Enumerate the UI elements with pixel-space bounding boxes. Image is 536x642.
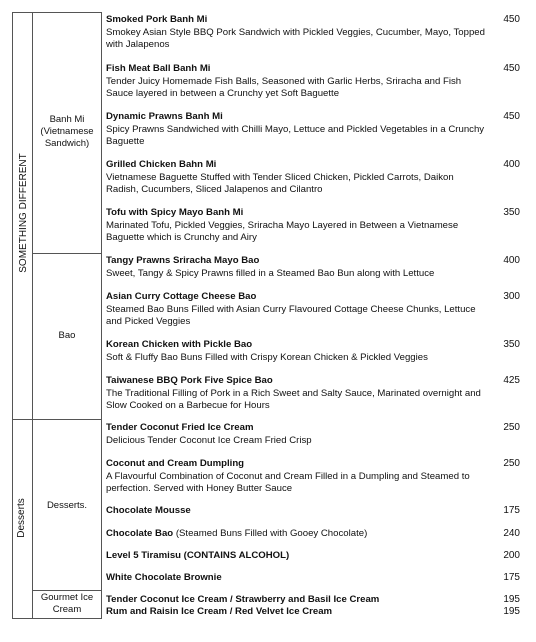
item-description: Tender Juicy Homemade Fish Balls, Seasoned with Garlic Herbs, Sriracha and Fish Sauce layered in between a Crunchy yet Soft Baguette: [106, 75, 462, 100]
menu-item: [106, 422, 486, 447]
menu-item: [106, 572, 486, 585]
item-description: Marinated Tofu, Pickled Veggies, Sriracha Mayo Layered in Between a Vietnamese Baguette which is Crunchy and Airy: [106, 219, 459, 244]
item-name: Korean Chicken with Pickle Bao: [106, 339, 253, 350]
menu-item: [106, 159, 486, 197]
item-description: Delicious Tender Coconut Ice Cream Fried Crisp: [106, 434, 312, 446]
item-description: Soft & Fluffy Bao Buns Filled with Crispy Korean Chicken & Pickled Veggies: [106, 351, 428, 363]
menu-item: [106, 255, 486, 280]
item-name: Rum and Raisin Ice Cream / Red Velvet Ice Cream: [106, 606, 333, 617]
item-name: Level 5 Tiramisu (CONTAINS ALCOHOL): [106, 550, 290, 561]
item-price: 400: [503, 255, 520, 266]
menu-item: [106, 594, 486, 607]
item-price: 350: [503, 207, 520, 218]
item-name: Grilled Chicken Bahn Mi: [106, 159, 217, 170]
menu-item: [106, 111, 486, 149]
menu-item: [106, 291, 486, 329]
section-divider: [12, 419, 102, 420]
group-label: Gourmet Ice Cream: [40, 592, 94, 615]
item-description: Smokey Asian Style BBQ Pork Sandwich with Pickled Veggies, Cucumber, Mayo, Topped with Jalapenos: [106, 26, 485, 51]
item-name: Taiwanese BBQ Pork Five Spice Bao: [106, 375, 273, 386]
item-price: 450: [503, 111, 520, 122]
item-name: White Chocolate Brownie: [106, 572, 222, 583]
item-name: Chocolate Bao: [106, 528, 174, 539]
item-price: 175: [503, 505, 520, 516]
menu-item: [106, 207, 486, 245]
item-price: 195: [503, 606, 520, 617]
item-name: Tangy Prawns Sriracha Mayo Bao: [106, 255, 260, 266]
menu-item: [106, 528, 486, 541]
item-name: Tofu with Spicy Mayo Banh Mi: [106, 207, 244, 218]
item-name: Asian Curry Cottage Cheese Bao: [106, 291, 257, 302]
item-description: The Traditional Filling of Pork in a Rich Sweet and Salty Sauce, Marinated overnight and Slow Cooked on a Barbecue for Hours: [106, 387, 481, 412]
menu-item: [106, 375, 486, 413]
section-label: Desserts: [16, 498, 27, 538]
menu-item: [106, 550, 486, 563]
item-name: Chocolate Mousse: [106, 505, 191, 516]
item-price: 195: [503, 594, 520, 605]
group-label: Desserts.: [46, 500, 88, 511]
menu-item: [106, 14, 486, 52]
item-price: 425: [503, 375, 520, 386]
item-description: Sweet, Tangy & Spicy Prawns filled in a Steamed Bao Bun along with Lettuce: [106, 267, 435, 279]
item-price: 175: [503, 572, 520, 583]
item-name: Dynamic Prawns Banh Mi: [106, 111, 223, 122]
item-description: A Flavourful Combination of Coconut and Cream Filled in a Dumpling and Steamed to perfection. Served with Honey Butter Sauce: [106, 470, 470, 495]
item-description: Steamed Bao Buns Filled with Asian Curry Flavoured Cottage Cheese Chunks, Lettuce and Picked Veggies: [106, 303, 476, 328]
item-name: Smoked Pork Banh Mi: [106, 14, 208, 25]
menu-item: [106, 63, 486, 101]
item-price: 350: [503, 339, 520, 350]
menu-item: [106, 505, 486, 518]
item-name: Fish Meat Ball Banh Mi: [106, 63, 211, 74]
section-label: SOMETHING DIFFERENT: [18, 153, 29, 273]
item-price: 450: [503, 14, 520, 25]
item-name: Tender Coconut Fried Ice Cream: [106, 422, 254, 433]
item-description: Spicy Prawns Sandwiched with Chilli Mayo, Lettuce and Pickled Vegetables in a Crunchy Baguette: [106, 123, 485, 148]
group-divider: [32, 590, 102, 591]
item-price: 240: [503, 528, 520, 539]
menu-item: [106, 458, 486, 496]
group-label: Banh Mi (Vietnamese Sandwich): [40, 114, 94, 149]
item-name: Coconut and Cream Dumpling: [106, 458, 245, 469]
item-name: Tender Coconut Ice Cream / Strawberry and Basil Ice Cream: [106, 594, 380, 605]
menu-item: [106, 606, 486, 619]
item-price: 400: [503, 159, 520, 170]
item-price: 250: [503, 458, 520, 469]
item-price: 250: [503, 422, 520, 433]
item-description: (Steamed Buns Filled with Gooey Chocolate): [173, 528, 368, 539]
menu-item: [106, 339, 486, 364]
group-label: Bao: [58, 330, 76, 341]
column-divider: [32, 12, 33, 619]
item-price: 450: [503, 63, 520, 74]
item-price: 200: [503, 550, 520, 561]
item-description: Vietnamese Baguette Stuffed with Tender Sliced Chicken, Pickled Carrots, Daikon Radish, Cucumbers, Sliced Jalapenos and Cilantro: [106, 171, 454, 196]
group-divider: [32, 253, 102, 254]
item-price: 300: [503, 291, 520, 302]
